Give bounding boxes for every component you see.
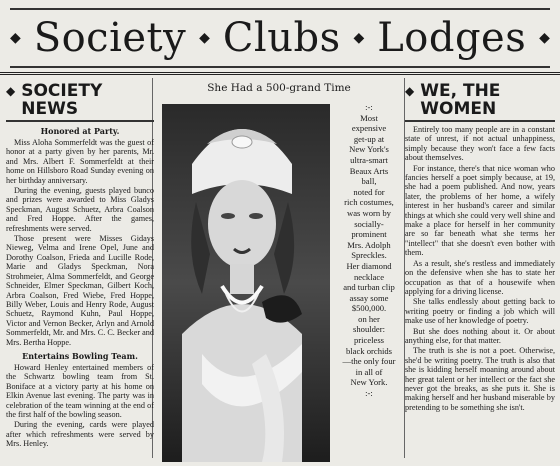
column-paragraph: The truth is she is not a poet. Otherwise, she'd be writing poetry. The truth is also that she is kidding herself moaning around about her great talent or her intellect or the fact she never got the breaks, as she puts it. She is making herself and her husband miserable by pretending to be something she isn't. (405, 346, 555, 412)
diamond-bullet-icon: ◆ (6, 84, 16, 98)
column-paragraph: For instance, there's that nice woman who fancies herself a poet simply because, at 19, she had a poem published. And now, years later, the problems of her home, a wifely interest in her husband's career and similar things at which she could very well shine and make a place for herself in her community are so far beneath what she terms her "intellect" that she doesn't even bother with them. (405, 163, 555, 258)
diamond-bullet-icon: ◆ (405, 84, 415, 98)
masthead-word-society: Society (33, 15, 187, 61)
column-paragraph: Entirely too many people are in a constant state of unrest, if not actual unhappiness, simply because they won't face a few facts about themselves. (405, 125, 555, 163)
article-paragraph: During the evening, cards were played after which refreshments were served by Mrs. Henley. (6, 420, 154, 449)
masthead-word-clubs: Clubs (222, 15, 341, 61)
section-title: SOCIETY NEWS (21, 81, 103, 119)
we-the-women-column (405, 82, 555, 413)
diamond-ornament-icon: ◆ (10, 30, 21, 46)
section-title: WE, THE WOMEN (420, 81, 501, 119)
column-paragraph: She talks endlessly about getting back to writing poetry or finding a job which will make use of her knowledge of poetry. (405, 297, 555, 326)
article-paragraph: Howard Henley entertained members of the Schwartz bowling team from St. Boniface at a victory party at his home on Elkin Avenue last evening. The party was in celebration of the team winning at the end of the first half of the bowling season. (6, 362, 154, 419)
article-headline: Honored at Party. (40, 126, 120, 136)
masthead-banner (10, 8, 550, 68)
article-paragraph: Those present were Misses Gidays Nieweg, Velma and Irene Opel, June and Dorothy Coalson, Frieda and Lucille Rode, Marie and Gladys Speckman, Nora Strohmeier, Alma Sommerfeldt, and George Schneider, Elmer Speckman, Gilbert Koch, Arbra Coalson, Fred Wiebe, Fred Hoppe, Billy Weber, Louis and Henry Rode, August Schuetz, Raymond Kuhn, Paul Hoppe, Victor and Vernon Becker, Arlyn and Arnold Sommerfeldt, Mr. and Mrs. C. C. Becker and Mrs. Bertha Hoppe. (6, 234, 154, 347)
society-news-column (6, 82, 154, 450)
article-paragraph: Miss Aloha Sommerfeldt was the guest of honor at a party given by her parents, Mr. and Mrs. Albert F. Sommerfeldt at their home on Hillsboro Road Sunday evening on her birthday anniversary. (6, 138, 154, 185)
diamond-ornament-icon: ◆ (539, 30, 550, 46)
column-paragraph: As a result, she's restless and immediately on the defensive when she has to state her occupation as that of a housewife when applying for a driving license. (405, 258, 555, 296)
article-honored-party (6, 126, 154, 347)
photo-title: She Had a 500-grand Time (207, 82, 351, 94)
section-header (405, 82, 555, 122)
article-paragraph: During the evening, guests played bunco and prizes were awarded to Miss Gladys Speckman, August Schuetz, Arbra Coalson and Fred Hoppe. After the games, refreshments were served. (6, 186, 154, 233)
masthead-word-lodges: Lodges (377, 15, 527, 61)
section-header (6, 82, 154, 122)
photo-caption: :-: Most expensive get-up at New York's ultra-smart Beaux Arts ball, noted for rich costumes, was worn by socially- prominent Mrs. Adolph Spreckles. Her diamond necklace and turban clip assay some $500,000. on her shoulder: priceless black orchids —the only four in all of New York. :-: (342, 102, 396, 399)
photo-feature-column (154, 82, 404, 399)
column-paragraph: But she does nothing about it. Or about anything else, for that matter. (405, 326, 555, 345)
diamond-ornament-icon: ◆ (353, 30, 365, 46)
article-headline: Entertains Bowling Team. (22, 350, 138, 361)
woman-in-turban-image (162, 104, 330, 462)
diamond-ornament-icon: ◆ (199, 30, 210, 46)
article-bowling-team (6, 351, 154, 449)
masthead (0, 0, 560, 75)
portrait-photo (162, 104, 330, 462)
